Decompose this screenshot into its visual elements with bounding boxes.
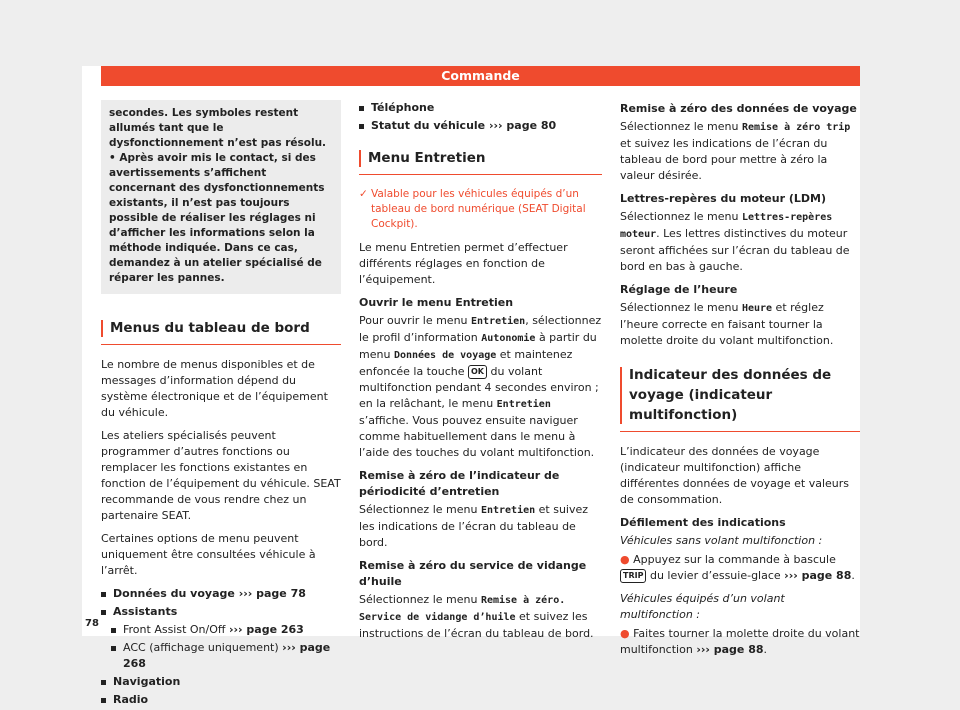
list-item-label: Radio (113, 693, 149, 706)
text: et maintenez enfoncée la touche (359, 348, 573, 378)
subheading: Lettres-repères du moteur (LDM) (620, 192, 826, 205)
bullet-paragraph (620, 552, 860, 584)
text: Sélectionnez le menu (620, 120, 742, 133)
paragraph (359, 313, 602, 461)
menu-list-continued (359, 100, 602, 134)
text: du volant multifonction pendant 4 secondes environ ; en la relâchant, le menu (359, 365, 599, 410)
list-item (359, 100, 602, 116)
subheading: Réglage de l’heure (620, 283, 738, 296)
text: . Les lettres distinctives du moteur seront affichées sur l’écran du tableau de bord en bas à gauche. (620, 227, 850, 273)
list-item-label: ACC (affichage uniquement) (123, 641, 279, 654)
list-item (101, 674, 341, 690)
text: et suivez les indications de l’écran du tableau de bord pour mettre à zéro la valeur désirée. (620, 137, 828, 182)
paragraph (620, 119, 860, 184)
column-1 (101, 103, 341, 710)
menu-name: Entretien (471, 316, 526, 327)
bullet-icon: ● (620, 553, 634, 566)
menu-name: Entretien (496, 399, 551, 410)
page-link[interactable]: ››› page 268 (123, 641, 331, 670)
subheading: Remise à zéro des données de voyage (620, 102, 857, 115)
paragraph (620, 209, 860, 275)
condition-label: Véhicules sans volant multifonction : (620, 534, 823, 547)
text: Pour ouvrir le menu (359, 314, 472, 327)
box-paragraph-2: • Après avoir mis le contact, si des avertissements s’affichent concernant des dysfonctionnements existants, il n’est pas toujours possible de réaliser les réglages ni d’afficher les informations selon la méthode indiquée. Dans ce cas, demandez à un atelier spécialisé de réparer les pannes. (109, 152, 325, 284)
list-item (101, 586, 341, 602)
heading-menus-tableau: Menus du tableau de bord (101, 318, 341, 345)
paragraph: Les ateliers spécialisés peuvent programmer d’autres fonctions ou remplacer les fonctions existantes en fonction de l’équipement du véhicule. SEAT recommande de vous rendre chez un partenaire SEAT. (101, 429, 341, 522)
paragraph (620, 300, 860, 349)
menu-name: Entretien (480, 505, 536, 516)
text: Sélectionnez le menu (359, 503, 481, 516)
list-item (101, 640, 341, 672)
paragraph (359, 592, 602, 642)
bullet-icon: ● (620, 627, 634, 640)
page-number: 78 (85, 618, 99, 629)
menu-list (101, 586, 341, 708)
subheading: Remise à zéro de l’indicateur de périodicité d’entretien (359, 469, 560, 498)
subheading: Défilement des indications (620, 516, 786, 529)
text: et suivez les indications de l’écran du tableau de bord. (359, 503, 589, 549)
list-item (359, 118, 602, 134)
column-3 (620, 101, 860, 665)
text: et réglez l’heure correcte en faisant tourner la molette droite du volant multifonction. (620, 301, 834, 347)
heading-menu-entretien: Menu Entretien (359, 148, 602, 175)
page-link[interactable]: ››› page 263 (228, 623, 304, 636)
page-link[interactable]: ››› page 78 (238, 587, 306, 600)
list-item (101, 692, 341, 708)
page-link[interactable]: ››› page 80 (488, 119, 557, 132)
text: s’affiche. Vous pouvez ensuite naviguer comme habituellement dans le menu à l’aide des touches du volant multifonction. (359, 414, 595, 459)
list-item-label: Front Assist On/Off (123, 623, 226, 636)
box-paragraph-1: secondes. Les symboles restent allumés tant que le dysfonctionnement n’est pas résolu. (109, 107, 327, 149)
section-header: Commande (101, 66, 860, 86)
text: . (763, 643, 768, 656)
text: du levier d’essuie-glace (646, 569, 785, 582)
paragraph: Le menu Entretien permet d’effectuer différents réglages en fonction de l’équipement. (359, 241, 568, 286)
list-item-label: Statut du véhicule (371, 119, 486, 132)
list-item-label: Assistants (113, 605, 178, 618)
list-item-label: Téléphone (371, 101, 435, 114)
menu-name: Autonomie (481, 333, 536, 344)
page-link[interactable]: ››› page 88 (696, 643, 764, 656)
menu-name: Heure (741, 303, 773, 314)
subheading: Remise à zéro du service de vidange d’huile (359, 559, 587, 588)
text: . (851, 569, 855, 582)
applicability-note: ✓ Valable pour les véhicules équipés d’un tableau de bord numérique (SEAT Digital Cockpit). (359, 187, 602, 232)
heading-indicateur: Indicateur des données de voyage (indicateur multifonction) (620, 365, 860, 432)
paragraph (359, 502, 602, 551)
paragraph: L’indicateur des données de voyage (indicateur multifonction) affiche différentes données de voyage et valeurs de consommation. (620, 445, 849, 506)
bullet-paragraph (620, 626, 860, 658)
text: à partir du menu (359, 331, 597, 361)
trip-key-icon: TRIP (620, 569, 646, 583)
list-item (101, 604, 341, 620)
paragraph: Certaines options de menu peuvent uniquement être consultées véhicule à l’arrêt. (101, 532, 316, 577)
menu-name: Données de voyage (393, 350, 497, 361)
text: Sélectionnez le menu (359, 593, 481, 606)
text: Sélectionnez le menu (620, 301, 742, 314)
ok-key-icon: OK (468, 365, 487, 379)
text: Sélectionnez le menu (620, 210, 742, 223)
list-item-label: Navigation (113, 675, 181, 688)
paragraph: Le nombre de menus disponibles et de messages d’information dépend du système électronique et de l’équipement du véhicule. (101, 358, 328, 419)
column-2 (359, 103, 602, 649)
menu-name: Lettres-repères moteur (620, 212, 833, 240)
menu-name: Remise à zéro trip (741, 122, 851, 133)
text: , sélectionnez le profil d’information (359, 314, 602, 344)
subheading: Ouvrir le menu Entretien (359, 296, 514, 309)
warning-box (101, 100, 341, 294)
condition-label: Véhicules équipés d’un volant multifonction : (620, 592, 785, 621)
text: Appuyez sur la commande à bascule (633, 553, 836, 566)
menu-name: Remise à zéro. Service de vidange d’huile (359, 595, 566, 623)
text: Faites tourner la molette droite du volant multifonction (620, 627, 860, 656)
list-item (101, 622, 341, 638)
list-item-label: Données du voyage (113, 587, 235, 600)
page-link[interactable]: ››› page 88 (784, 569, 852, 582)
text: et suivez les instructions de l’écran du tableau de bord. (359, 610, 594, 640)
